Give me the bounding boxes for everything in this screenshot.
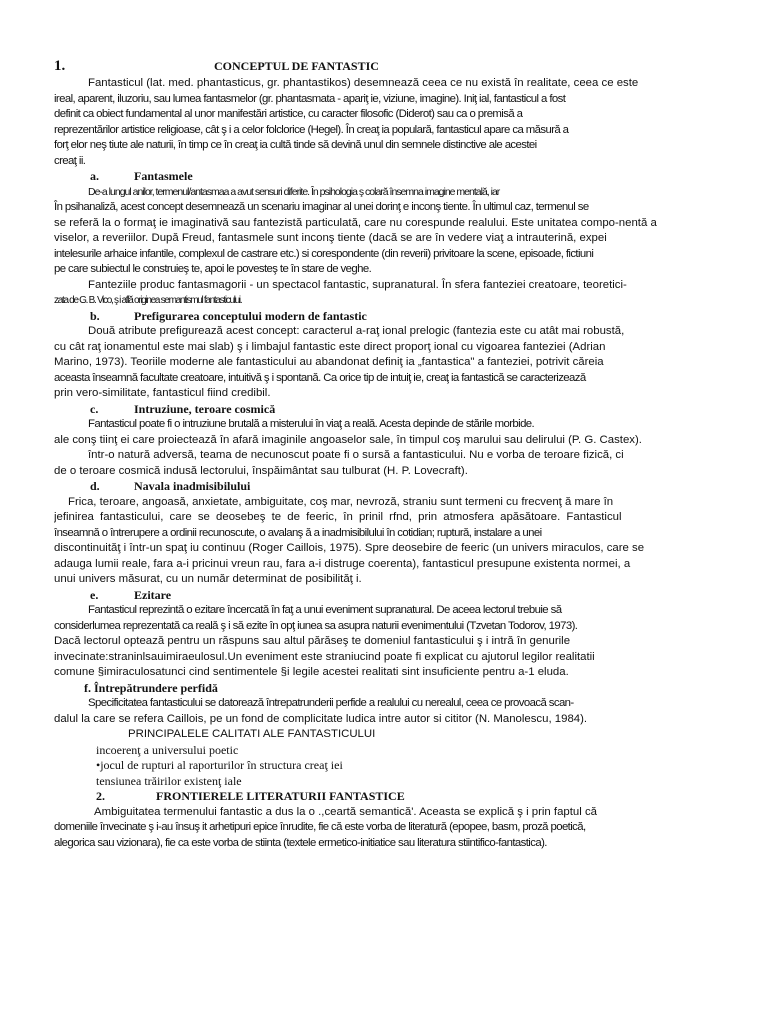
paragraph-line: considerlumea reprezentată ca reală ş i să ezite în opţ iunea sa asupra naturii evenimentului (Tzvetan Todorov, 1973). (54, 619, 578, 632)
paragraph-line: jefinirea fantasticului, care se deosebeş te de feeric, în prinil rfnd, prin atmosfera apăsătoare. Fantasticul (54, 511, 622, 523)
paragraph-line: alegorica sau vizionara), fie ca este vorba de stiinta (textele ermetico-initiatice sau literatura stiintifico-fantastica). (54, 836, 547, 849)
paragraph-line: reprezentărilor artistice religioase, cât ş i a celor folclorice (Hegel). În creaţ ia populară, fantasticul apare ca măsură a (54, 123, 569, 136)
paragraph-line: invecinate:straninlsauimiraeulosul.Un eveniment este straniucind poate fi explicat cu ajutorul legilor realitatii (54, 650, 595, 663)
paragraph-line: intelesurile arhaice infantile, complexul de castrare etc.) si corespondente (din reverii) privitoare la scene, episoade, fictiuni (54, 247, 594, 260)
subsection-letter: a. (90, 169, 99, 183)
paragraph-line: se referă la o formaţ ie imaginativă sau fantezistă particulată, care nu corespunde realului. Este unitatea compo-nentă a (54, 216, 657, 229)
paragraph-line: domeniile învecinate ş i-au însuş it arhetipuri epice înrudite, fie că este vorba de literatură (epopee, basm, proză poetică, (54, 821, 586, 833)
qualities-item: tensiunea trăirilor existenţ iale (96, 773, 242, 788)
subsection-title: Prefigurarea conceptului modern de fantastic (134, 308, 367, 323)
chapter-title: CONCEPTUL DE FANTASTIC (214, 59, 379, 73)
paragraph-line: prin vero-similitate, fantasticul fiind credibil. (54, 387, 271, 399)
paragraph-line: viselor, a reveriilor. După Freud, fantasmele sunt inconş tiente (dacă se are în vedere viaţ a intrauterină, expei (54, 232, 607, 244)
subsection-heading-f (54, 681, 738, 697)
paragraph-line: ale conş tiinţ ei care proiectează în afară imaginile angoaselor sale, în timpul coş marului sau delirului (P. G. Castex). (54, 433, 642, 446)
paragraph-line: comune §imiraculosatunci cind sentimentele §i legile acestei realitati sint insuficiente pentru a-1 eluda. (54, 666, 569, 678)
chapter-title: FRONTIERELE LITERATURII FANTASTICE (156, 789, 405, 803)
subsection-heading-c (54, 402, 738, 418)
chapter-number: 2. (96, 789, 105, 803)
subsection-title: Navala inadmisibilului (134, 479, 251, 493)
paragraph-line: Marino, 1973). Teoriile moderne ale fantasticului au abandonat definiţ ia „fantastica" a fanteziei, potrivit căreia (54, 356, 604, 368)
subsection-title: Ezitare (134, 587, 172, 602)
paragraph-line: În psihanaliză, acest concept desemnează un scenariu imaginar al unei dorinţ e inconş tiente. În ultimul caz, termenul se (54, 201, 589, 213)
subsection-heading-d (54, 479, 738, 495)
paragraph-line: Dacă lectorul optează pentru un răspuns sau altul părăseş te domeniul fantasticului ş i intră în genurile (54, 635, 571, 647)
paragraph-line: forţ elor neş tiute ale naturii, în timp ce în creaţ ia cultă tinde să devină unul din semnele distinctive ale acestei (54, 139, 537, 151)
subsection-title: Fantasmele (134, 169, 193, 183)
chapter-heading-2 (54, 789, 738, 805)
subsection-title: Intruziune, teroare cosmică (134, 401, 276, 416)
paragraph-line: De-a lungul anilor, termenul/antasmaa a avut sensuri diferite. În psihologia ş colară însemna imagine mentală, iar (88, 185, 500, 198)
paragraph-line: Fanteziile produc fantasmagorii - un spectacol fantastic, supranatural. În sfera fanteziei creatoare, teoretici- (88, 278, 627, 291)
paragraph-line: discontinuităţ i într-un spaţ iu continuu (Roger Caillois, 1975). Spre deosebire de feeric (un univers miraculos, care se (54, 542, 645, 554)
paragraph-line: într-o natură adversă, teama de necunoscut poate fi o sursă a fantasticului. Nu e vorba de teroare fizică, ci (88, 449, 624, 461)
subsection-heading-e (54, 588, 738, 604)
paragraph-line: unui univers măsurat, cu un număr determinat de posibilităţ i. (54, 573, 362, 585)
paragraph-line: Fantasticul poate fi o intruziune brutală a misterului în viaţ a reală. Acesta depinde de stările morbide. (88, 418, 535, 430)
subsection-letter: d. (90, 479, 100, 493)
paragraph-line: dalul la care se refera Caillois, pe un fond de complicitate ludica intre autor si cititor (N. Manolescu, 1984). (54, 712, 588, 725)
chapter-number: 1. (54, 58, 66, 74)
paragraph-line: Ambiguitatea termenului fantastic a dus la o .,ceartă semantică'. Aceasta se explică ş i prin faptul că (94, 805, 597, 818)
paragraph-line: înseamnă o întrerupere a ordinii recunoscute, o avalanş ă a inadmisibilului în cotidian; ruptură, instalare a unei (54, 526, 542, 539)
paragraph-line: de o teroare cosmică indusă lectorului, înspăimântat sau tulburat (H. P. Lovecraft). (54, 464, 468, 477)
qualities-heading: PRINCIPALELE CALITATI ALE FANTASTICULUI (128, 728, 376, 740)
subsection-heading-a (54, 169, 738, 185)
subsection-title: f. Întrepătrundere perfidă (84, 680, 218, 695)
paragraph-line: aceasta înseamnă facultate creatoare, intuitivă ş i spontană. Ca orice tip de intuiţ ie, creaţ ia fantastică se caracterizează (54, 371, 586, 384)
qualities-item: •jocul de rupturi al raporturilor în structura creaţ iei (96, 758, 343, 772)
subsection-heading-b (54, 309, 738, 325)
paragraph-line: Frica, teroare, angoasă, anxietate, ambiguitate, coş mar, nevroză, straniu sunt termeni cu frecvenţ ă mare în (68, 495, 614, 508)
qualities-item: incoerenţ a universului poetic (96, 742, 239, 757)
chapter-heading-1 (54, 56, 738, 76)
paragraph-line: zata de G. B. Vico, ş i află originea semantismul fantasticului. (54, 295, 242, 306)
paragraph-line: Fantasticul reprezintă o ezitare încercată în faţ a unui eveniment supranatural. De aceea lectorul trebuie să (88, 604, 562, 616)
paragraph-line: adauga lumii reale, fara a-i pricinui vreun rau, fara a-i distruge coerenta), fantasticul presupune existenta normei, a (54, 557, 631, 570)
paragraph-line: ireal, aparent, iluzoriu, sau lumea fantasmelor (gr. phantasmata - apariţ ie, viziune, imagine). Iniţ ial, fantasticul a fost (54, 92, 566, 105)
paragraph-line: Două atribute prefigurează acest concept: caracterul a-raţ ional prelogic (fantezia este cu atât mai robustă, (88, 325, 625, 337)
subsection-letter: b. (90, 308, 100, 323)
subsection-letter: e. (90, 587, 99, 602)
paragraph-line: cu cât raţ ionamentul este mai slab) ş i limbajul fantastic este direct proporţ ional cu vigoarea fanteziei (Adrian (54, 340, 606, 353)
paragraph-line: pe care subiectul le construieş te, apoi le povesteş te în stare de veghe. (54, 263, 372, 275)
paragraph-line: definit ca obiect fundamental al unor manifestări artistice, cu caracter filosofic (Diderot) sau ca o premisă a (54, 108, 523, 120)
paragraph-line: Fantasticul (lat. med. phantasticus, gr. phantastikos) desemnează ceea ce nu există în realitate, ceea ce este (88, 77, 639, 89)
subsection-letter: c. (90, 401, 99, 416)
paragraph-line: Specificitatea fantasticului se datorează întrepatrunderii perfide a realului cu nerealul, ceea ce provoacă scan- (88, 697, 574, 709)
paragraph-line: creaţ ii. (54, 154, 86, 167)
